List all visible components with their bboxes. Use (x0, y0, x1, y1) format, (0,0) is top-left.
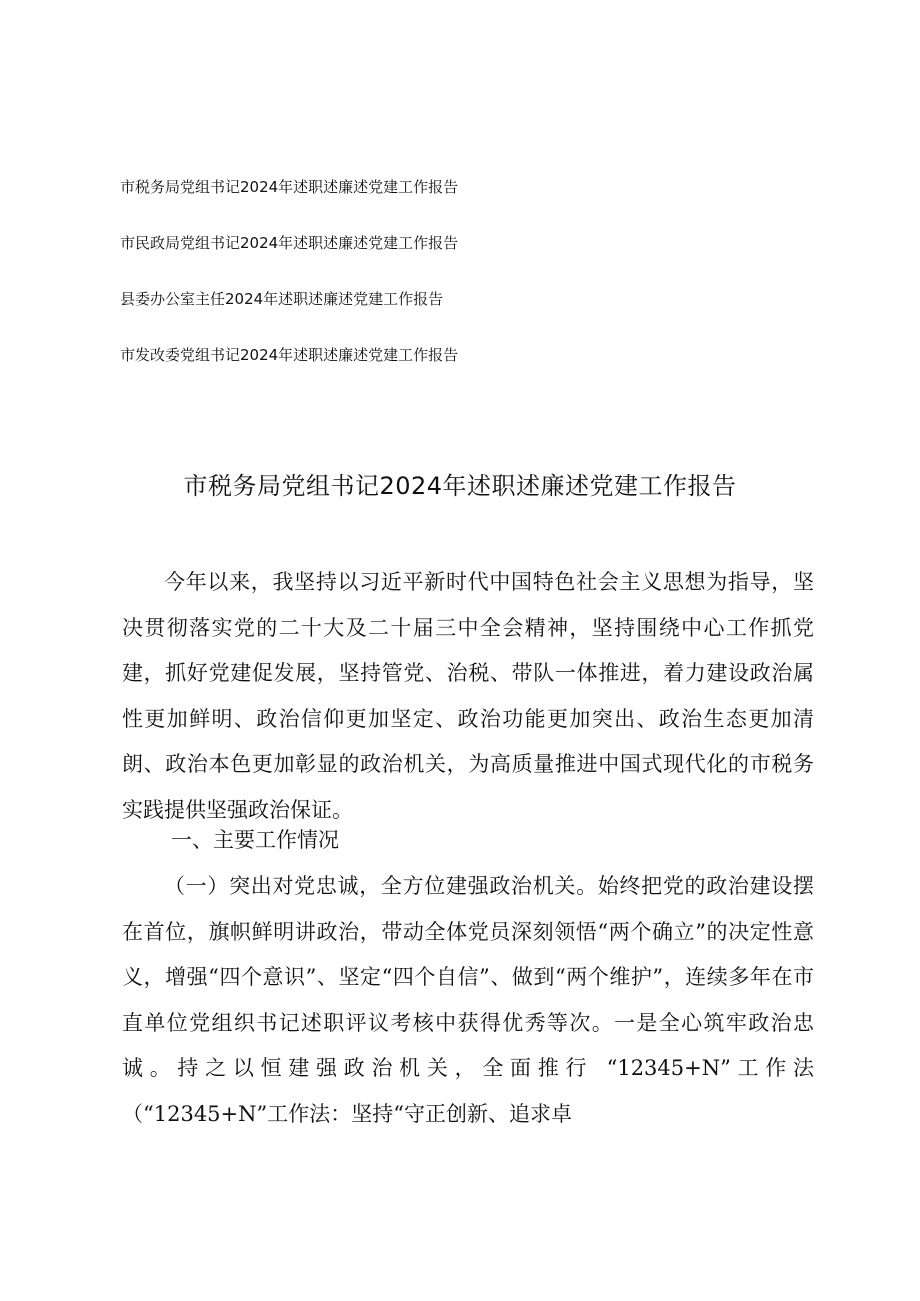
toc-item-tax-bureau[interactable]: 市税务局党组书记2024年述职述廉述党建工作报告 (120, 178, 459, 196)
document-title: 市税务局党组书记2024年述职述廉述党建工作报告 (183, 472, 737, 500)
section-heading-main-work: 一、主要工作情况 (171, 828, 339, 852)
toc-item-civil-affairs[interactable]: 市民政局党组书记2024年述职述廉述党建工作报告 (120, 234, 459, 252)
toc-item-county-office[interactable]: 县委办公室主任2024年述职述廉述党建工作报告 (120, 290, 444, 308)
section1-paragraph: （一）突出对党忠诚，全方位建强政治机关。始终把党的政治建设摆在首位，旗帜鲜明讲政治，带动全体党员深刻领悟“两个确立”的决定性意义，增强“四个意识”、坚定“四个自信”、做到“两个维护”，连续多年在市直单位党组织书记述职评议考核中获得优秀等次。一是全心筑牢政治忠诚。持之以恒建强政治机关，全面推行 “12345+N”工作法（“12345+N”工作法：坚持“守正创新、追求卓 (122, 874, 814, 1126)
toc-item-development-reform[interactable]: 市发改委党组书记2024年述职述廉述党建工作报告 (120, 346, 459, 364)
intro-paragraph: 今年以来，我坚持以习近平新时代中国特色社会主义思想为指导，坚决贯彻落实党的二十大及二十届三中全会精神，坚持围绕中心工作抓党建，抓好党建促发展，坚持管党、治税、带队一体推进，着力建设政治属性更加鲜明、政治信仰更加坚定、政治功能更加突出、政治生态更加清朗、政治本色更加彰显的政治机关，为高质量推进中国式现代化的市税务实践提供坚强政治保证。 (122, 570, 814, 822)
table-of-contents (120, 176, 720, 400)
